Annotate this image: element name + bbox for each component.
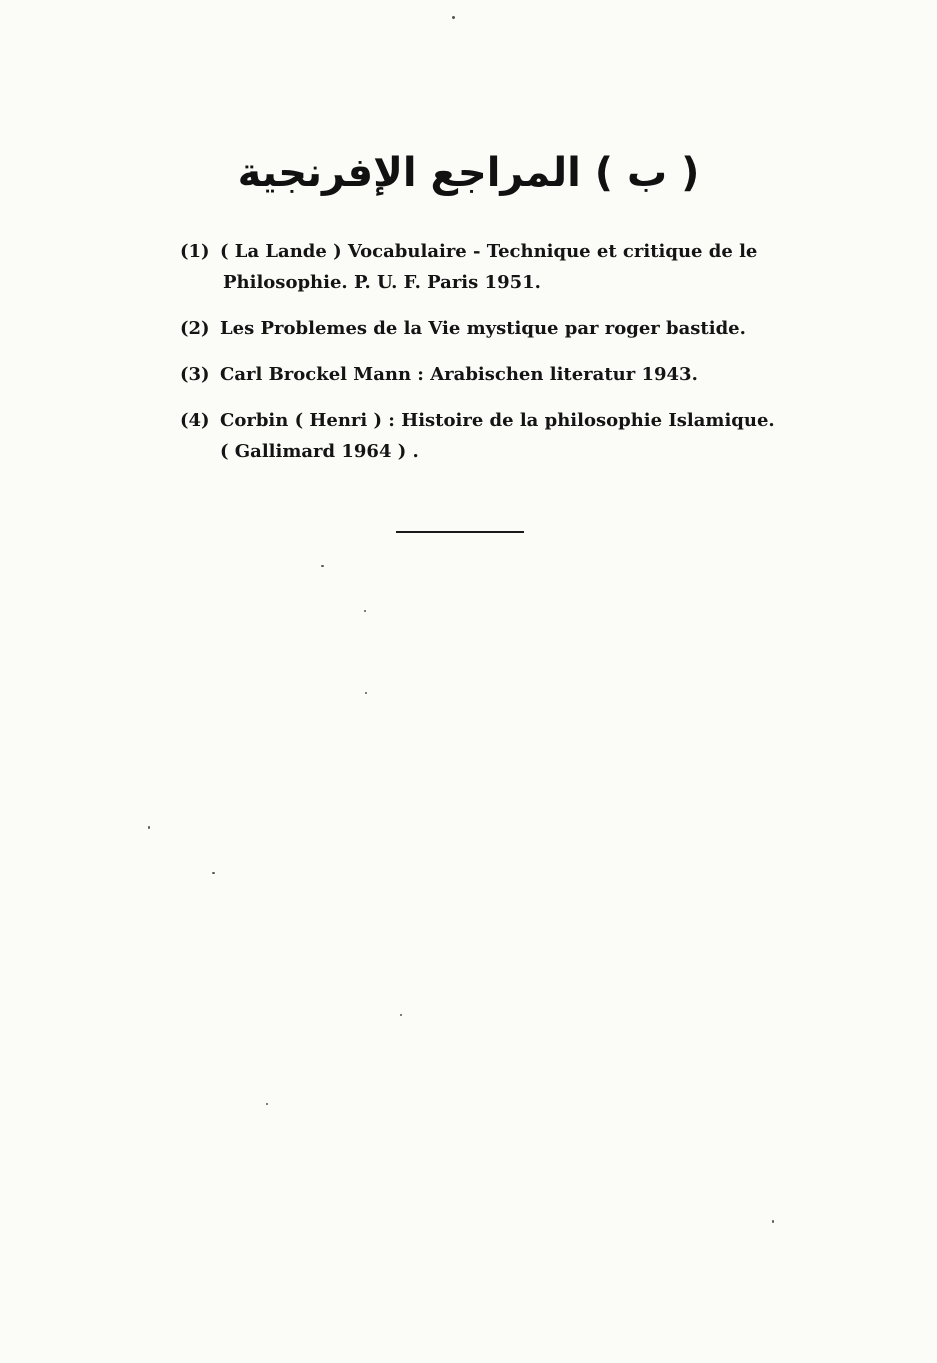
reference-text <box>220 236 800 298</box>
reference-line: Les Problemes de la Vie mystique par roger bastide. <box>220 318 746 339</box>
section-heading: ( ب ) المراجع الإفرنجية <box>237 150 700 196</box>
reference-line: ( Gallimard 1964 ) . <box>220 441 419 462</box>
scan-speck <box>266 1103 268 1105</box>
reference-text <box>220 359 800 390</box>
reference-item <box>180 405 800 467</box>
reference-number: (1) <box>180 241 210 262</box>
scan-speck <box>452 16 455 19</box>
scan-speck <box>400 1014 402 1016</box>
scan-speck <box>364 610 366 612</box>
section-divider <box>396 531 524 533</box>
scan-speck <box>212 872 215 874</box>
reference-text <box>220 405 800 467</box>
reference-number: (3) <box>180 364 210 385</box>
reference-item <box>180 313 800 344</box>
reference-list <box>180 236 800 482</box>
scan-speck <box>148 826 150 829</box>
scan-speck <box>321 565 324 567</box>
reference-line: Carl Brockel Mann : Arabischen literatur 1943. <box>220 364 698 385</box>
scan-speck <box>772 1220 774 1223</box>
reference-line: ( La Lande ) Vocabulaire - Technique et critique de le <box>220 241 758 262</box>
reference-text <box>220 313 800 344</box>
reference-line: Philosophie. P. U. F. Paris 1951. <box>223 272 541 293</box>
reference-number: (4) <box>180 410 210 431</box>
reference-number: (2) <box>180 318 210 339</box>
reference-item <box>180 359 800 390</box>
scan-speck <box>365 692 367 694</box>
reference-line: Corbin ( Henri ) : Histoire de la philosophie Islamique. <box>220 410 775 431</box>
reference-item <box>180 236 800 298</box>
